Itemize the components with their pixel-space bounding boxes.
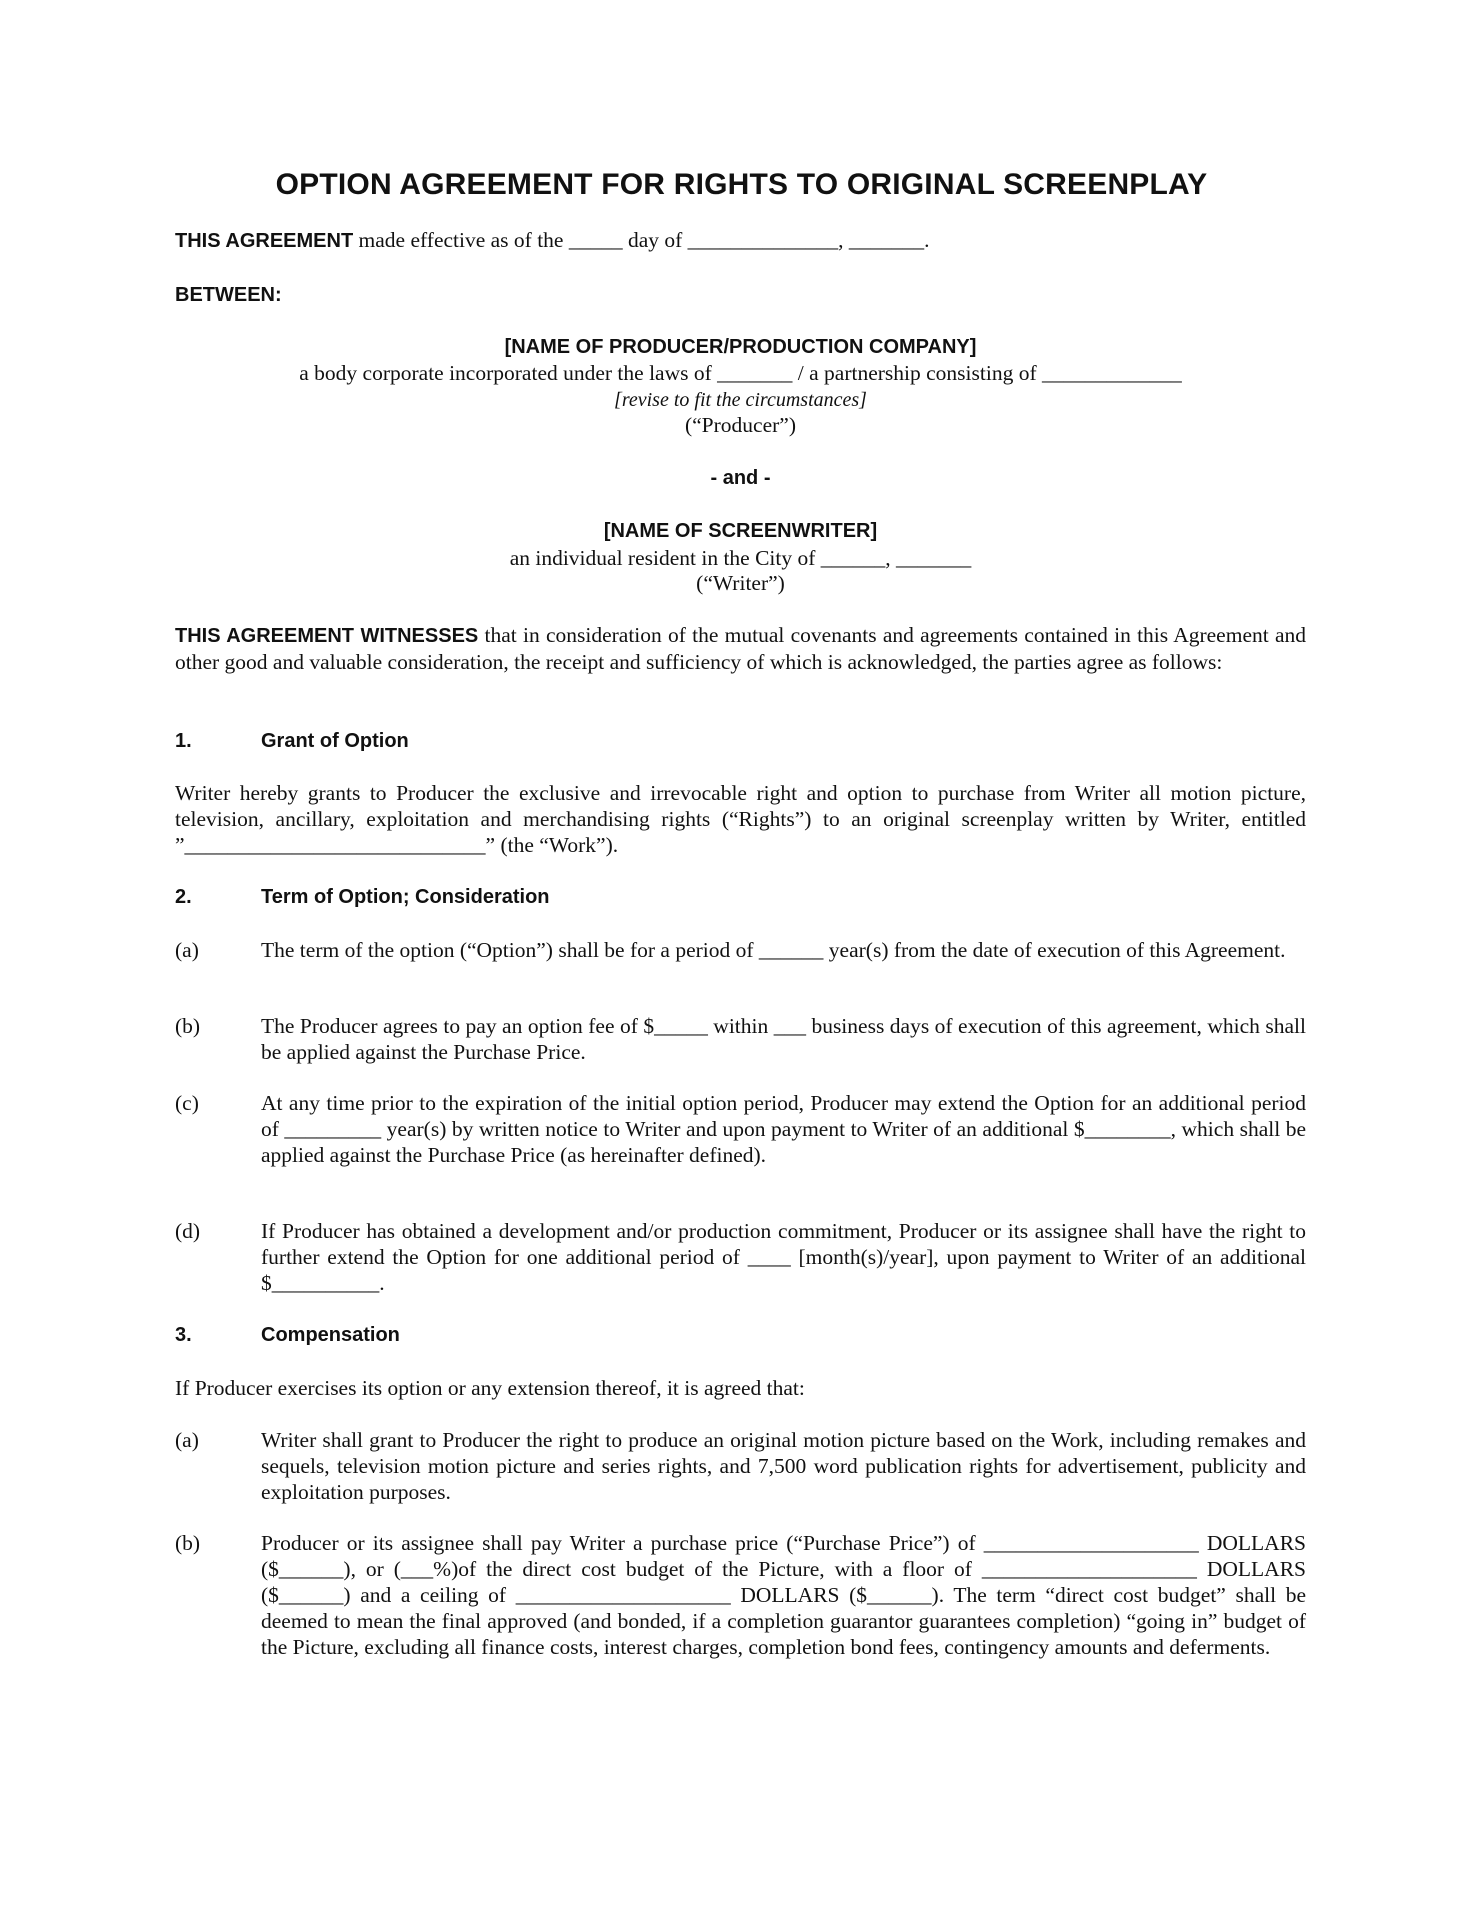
item-label: (d) (175, 1219, 201, 1243)
intro-text: made effective as of the _____ day of ______________, _______. (353, 228, 930, 252)
item-label: (c) (175, 1091, 199, 1115)
witnesses-text: that in consideration of the mutual covenants and agreements contained in this Agreement and other good and valuable consideration, the receipt and sufficiency of which is acknowledged, the parties agree as follows: (175, 623, 1306, 674)
section-2-number: 2. (175, 886, 192, 908)
intro-bold: THIS AGREEMENT (175, 230, 354, 252)
writer-alias: (“Writer”) (696, 571, 785, 595)
item-text: Producer or its assignee shall pay Writer a purchase price (“Purchase Price”) of ____________________ DOLLARS ($______), or (___%)of the direct cost budget of the Picture, with a floor of ____________________ DOLLARS ($______) and a ceiling of ____________________ DOLLARS ($______). The term “direct cost budget” shall be deemed to mean the final approved (and bonded, if a completion guarantor guarantees completion) “going in” budget of the Picture, excluding all finance costs, interest charges, completion bond fees, contingency amounts and deferments. (261, 1531, 1306, 1659)
section-2-title: Term of Option; Consideration (261, 886, 550, 908)
between-label: BETWEEN: (175, 284, 282, 306)
item-label: (a) (175, 938, 199, 962)
section-1-title: Grant of Option (261, 730, 409, 752)
witnesses-bold: THIS AGREEMENT WITNESSES (175, 625, 479, 647)
section-1-paragraph: Writer hereby grants to Producer the exclusive and irrevocable right and option to purchase from Writer all motion picture, television, ancillary, exploitation and merchandising rights (“Rights”) to an original screenplay written by Writer, entitled ”____________________________” (the “Work”). (175, 781, 1306, 857)
section-3-lead: If Producer exercises its option or any extension thereof, it is agreed that: (175, 1376, 805, 1400)
producer-name: [NAME OF PRODUCER/PRODUCTION COMPANY] (504, 336, 977, 358)
producer-description: a body corporate incorporated under the laws of _______ / a partnership consisting of _____________ (299, 361, 1182, 385)
producer-alias: (“Producer”) (684, 413, 797, 437)
section-1-number: 1. (175, 730, 192, 752)
intro-line (175, 227, 1306, 254)
witnesses-paragraph (175, 622, 1306, 675)
item-label: (b) (175, 1531, 201, 1555)
item-text: The term of the option (“Option”) shall be for a period of ______ year(s) from the date of execution of this Agreement. (261, 938, 1286, 962)
item-text: Writer shall grant to Producer the right to produce an original motion picture based on the Work, including remakes and sequels, television motion picture and series rights, and 7,500 word publication rights for advertisement, publicity and exploitation purposes. (261, 1428, 1306, 1504)
and-separator: - and - (710, 467, 771, 489)
writer-name: [NAME OF SCREENWRITER] (603, 520, 878, 542)
section-3-number: 3. (175, 1324, 192, 1346)
producer-revise-note: [revise to fit the circumstances] (614, 389, 867, 411)
item-label: (b) (175, 1014, 201, 1038)
item-text: The Producer agrees to pay an option fee of $_____ within ___ business days of execution of this agreement, which shall be applied against the Purchase Price. (261, 1014, 1306, 1064)
writer-description: an individual resident in the City of ______, _______ (509, 546, 972, 570)
item-label: (a) (175, 1428, 199, 1452)
section-3-title: Compensation (261, 1324, 400, 1346)
item-text: If Producer has obtained a development and/or production commitment, Producer or its assignee shall have the right to further extend the Option for one additional period of ____ [month(s)/year], upon payment to Writer of an additional $__________. (261, 1219, 1306, 1295)
item-text: At any time prior to the expiration of the initial option period, Producer may extend the Option for an additional period of _________ year(s) by written notice to Writer and upon payment to Writer of an additional $________, which shall be applied against the Purchase Price (as hereinafter defined). (261, 1091, 1306, 1167)
document-title: OPTION AGREEMENT FOR RIGHTS TO ORIGINAL SCREENPLAY (275, 168, 1208, 201)
